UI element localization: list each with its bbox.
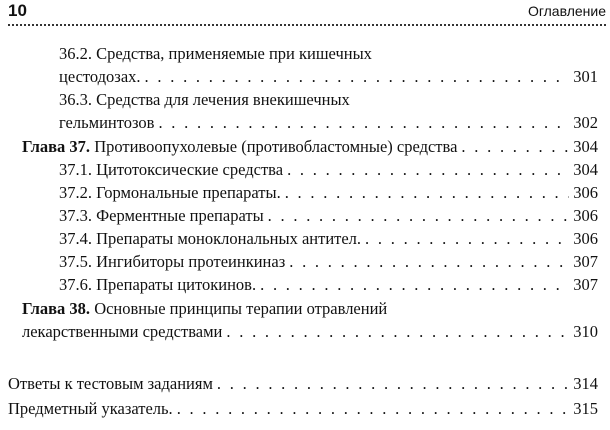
toc-entry-text: гельминтозов	[59, 113, 155, 132]
toc-entry-text: Предметный указатель.	[8, 399, 173, 418]
dot-leader	[145, 65, 570, 88]
toc-page-number: 307	[573, 252, 598, 271]
toc-page-number: 310	[573, 322, 598, 341]
toc-entry-text: 36.2. Средства, применяемые при кишечных	[59, 44, 372, 63]
running-title: Оглавление	[527, 3, 606, 19]
chapter-label: Глава 38.	[22, 299, 91, 318]
toc-entry-36-3[interactable]	[59, 111, 598, 134]
toc-entry-37-6[interactable]	[59, 273, 598, 296]
toc-entry-text: 37.6. Препараты цитокинов.	[59, 275, 257, 294]
toc-chapter-37[interactable]	[22, 135, 598, 158]
toc-entry-37-4[interactable]	[59, 227, 598, 250]
dot-leader	[226, 320, 569, 343]
toc-chapter-38-line1	[22, 297, 387, 320]
toc-page-number: 302	[573, 113, 598, 132]
toc-chapter-38[interactable]	[22, 320, 598, 343]
toc-page-number: 306	[573, 183, 598, 202]
dot-leader	[461, 135, 569, 158]
toc-entry-text: 37.2. Гормональные препараты.	[59, 183, 281, 202]
toc-entry-36-2-line1	[59, 42, 372, 65]
dot-leader	[260, 273, 569, 296]
dot-leader	[217, 372, 569, 395]
toc-entry-text: Ответы к тестовым заданиям	[8, 374, 213, 393]
toc-entry-text: 37.1. Цитотоксические средства	[59, 160, 284, 179]
chapter-title: Противоопухолевые (противобластомные) средства	[94, 137, 458, 156]
dot-leader	[158, 111, 569, 134]
toc-page-number: 306	[573, 206, 598, 225]
dot-leader	[365, 227, 569, 250]
toc-answers[interactable]	[8, 372, 598, 395]
toc-page-number: 304	[573, 137, 598, 156]
toc-page-number: 301	[573, 67, 598, 86]
dot-leader	[289, 250, 569, 273]
toc-entry-text: 36.3. Средства для лечения внекишечных	[59, 90, 350, 109]
toc-entry-text: цестодозах.	[59, 67, 141, 86]
toc-page-number: 304	[573, 160, 598, 179]
toc-entry-36-3-line1	[59, 88, 350, 111]
chapter-label: Глава 37.	[22, 137, 91, 156]
toc-page-number: 307	[573, 275, 598, 294]
dot-leader	[177, 397, 570, 420]
toc-index[interactable]	[8, 397, 598, 420]
page-number: 10	[8, 1, 27, 20]
toc-page-number: 314	[573, 374, 598, 393]
toc-entry-37-1[interactable]	[59, 158, 598, 181]
toc-page-number: 315	[573, 399, 598, 418]
dot-leader	[268, 204, 570, 227]
dot-leader	[285, 181, 570, 204]
toc-entry-37-3[interactable]	[59, 204, 598, 227]
toc-entry-text: 37.3. Ферментные препараты	[59, 206, 264, 225]
toc-entry-text: 37.5. Ингибиторы протеинкиназ	[59, 252, 286, 271]
chapter-title: лекарственными средствами	[22, 322, 223, 341]
dot-leader	[287, 158, 569, 181]
toc-entry-36-2[interactable]	[59, 65, 598, 88]
toc-entry-37-5[interactable]	[59, 250, 598, 273]
chapter-title: Основные принципы терапии отравлений	[94, 299, 388, 318]
toc-entry-37-2[interactable]	[59, 181, 598, 204]
toc-entry-text: 37.4. Препараты моноклональных антител.	[59, 229, 362, 248]
toc-page-number: 306	[573, 229, 598, 248]
